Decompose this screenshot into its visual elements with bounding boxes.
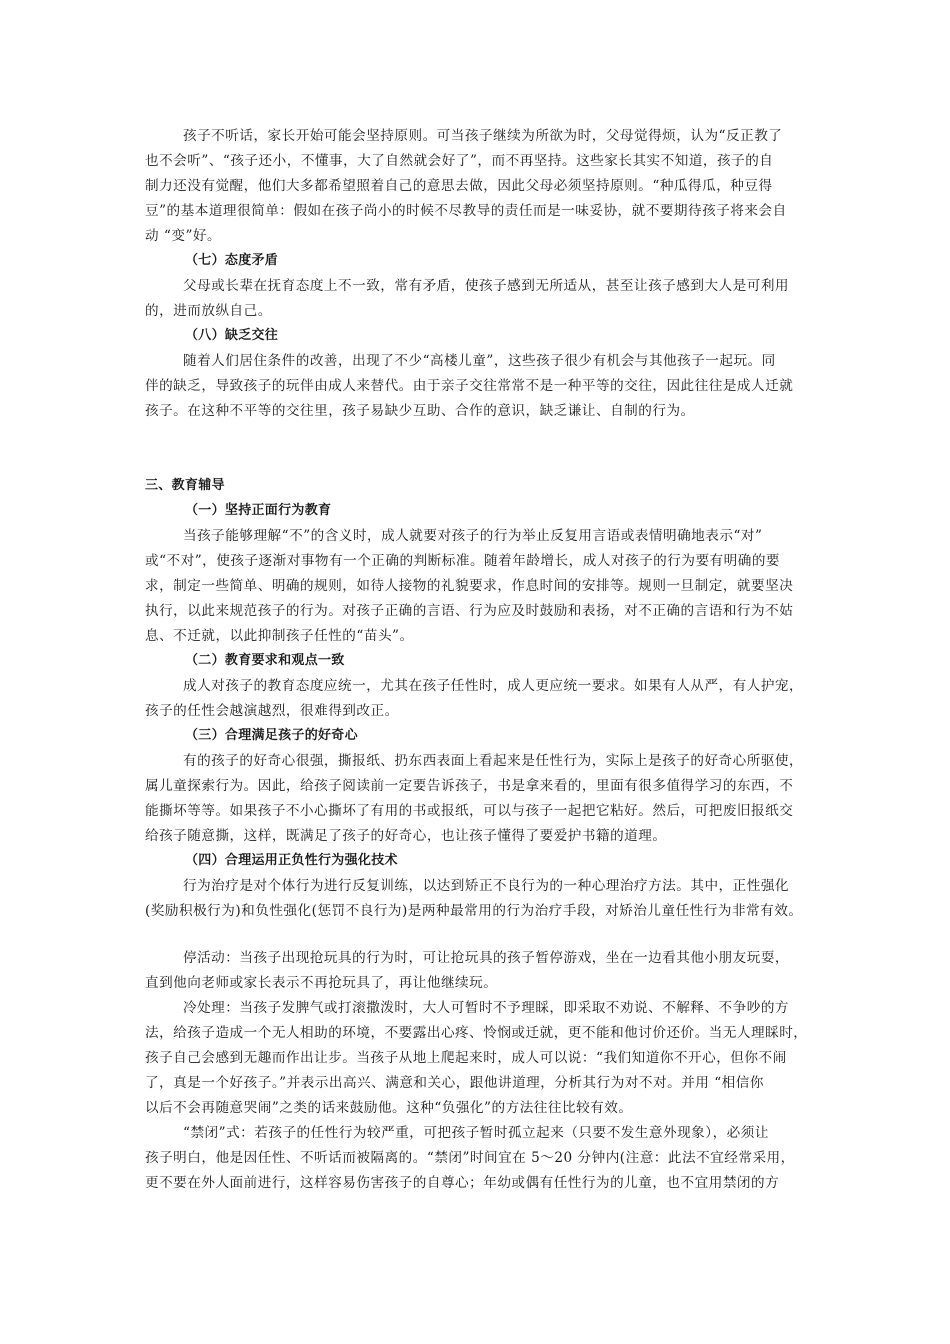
paragraph-line: 冷处理：当孩子发脾气或打滚撒泼时，大人可暂时不予理睬，即采取不劝说、不解释、不争吵的方 — [183, 1000, 790, 1016]
section-heading: 三、教育辅导 — [145, 478, 225, 493]
paragraph-line: 停活动：当孩子出现抢玩具的行为时，可让抢玩具的孩子暂停游戏，坐在一边看其他小朋友玩耍， — [183, 950, 790, 966]
paragraph-line: 求，制定一些简单、明确的规则，如待人接物的礼貌要求，作息时间的安排等。规则一旦制定，就要坚决 — [145, 578, 794, 594]
paragraph-line: (奖励积极行为)和负性强化(惩罚不良行为)是两种最常用的行为治疗手段，对矫治儿童任性行为非常有效。 — [145, 903, 803, 919]
paragraph-line: 法，给孩子造成一个无人相助的环境，不要露出心疼、怜悯或迁就，更不能和他讨价还价。当无人理睬时， — [145, 1025, 808, 1041]
paragraph-line: 属儿童探索行为。因此，给孩子阅读前一定要告诉孩子，书是拿来看的，里面有很多值得学习的东西，不 — [145, 778, 794, 794]
paragraph-line: 直到他向老师或家长表示不再抢玩具了，再让他继续玩。 — [145, 975, 498, 991]
paragraph-line: 豆”的基本道理很简单：假如在孩子尚小的时候不尽教导的责任而是一味妥协，就不要期待孩子将来会自 — [145, 203, 787, 219]
paragraph-line: 孩子的任性会越演越烈，很难得到改正。 — [145, 703, 399, 719]
paragraph-line: 息、不迁就，以此抑制孩子任性的“苗头”。 — [145, 628, 414, 644]
paragraph-line: 动 “变”好。 — [145, 228, 222, 244]
paragraph-line: 行为治疗是对个体行为进行反复训练，以达到矫正不良行为的一种心理治疗方法。其中，正性强化 — [183, 878, 790, 894]
paragraph-line: 当孩子能够理解“不”的含义时，成人就要对孩子的行为举止反复用言语或表情明确地表示“对” — [183, 528, 763, 544]
paragraph-line: 随着人们居住条件的改善，出现了不少“高楼儿童”，这些孩子很少有机会与其他孩子一起玩。同 — [183, 353, 776, 369]
paragraph-line: 了，真是一个好孩子。”并表示出高兴、满意和关心，跟他讲道理，分析其行为对不对。并用 “相信你 — [145, 1075, 764, 1091]
paragraph-line: 制力还没有觉醒，他们大多都希望照着自己的意思去做，因此父母必须坚持原则。“种瓜得瓜，种豆得 — [145, 178, 773, 194]
paragraph-line: 给孩子随意撕，这样，既满足了孩子的好奇心，也让孩子懂得了要爱护书籍的道理。 — [145, 828, 667, 844]
section-heading: （一）坚持正面行为教育 — [185, 503, 332, 518]
section-heading: （四）合理运用正负性行为强化技术 — [185, 853, 398, 868]
paragraph-line: 父母或长辈在抚育态度上不一致，常有矛盾，使孩子感到无所适从，甚至让孩子感到大人是可利用 — [183, 278, 790, 294]
paragraph-line: 更不要在外人面前进行，这样容易伤害孩子的自尊心；年幼或偶有任性行为的儿童，也不宜用禁闭的方 — [145, 1175, 780, 1191]
paragraph-line: 以后不会再随意哭闹”之类的话来鼓励他。这种“负强化”的方法往往比较有效。 — [145, 1100, 633, 1116]
paragraph-line: 或“不对”，使孩子逐渐对事物有一个正确的判断标准。随着年龄增长，成人对孩子的行为要有明确的要 — [145, 553, 781, 569]
paragraph-line: 有的孩子的好奇心很强，撕报纸、扔东西表面上看起来是任性行为，实际上是孩子的好奇心所驱使， — [183, 753, 804, 769]
paragraph-line: 的，进而放纵自己。 — [145, 303, 272, 319]
section-heading: （七）态度矛盾 — [185, 253, 279, 268]
section-heading: （八）缺乏交往 — [185, 328, 279, 343]
paragraph-line: 成人对孩子的教育态度应统一，尤其在孩子任性时，成人更应统一要求。如果有人从严，有人护宠， — [183, 678, 804, 694]
paragraph-line: 执行，以此来规范孩子的行为。对孩子正确的言语、行为应及时鼓励和表扬，对不正确的言语和行为不姑 — [145, 603, 794, 619]
paragraph-line: 也不会听”、“孩子还小，不懂事，大了自然就会好了”，而不再坚持。这些家长其实不知道，孩子的自 — [145, 153, 774, 169]
paragraph-line: 孩子自己会感到无趣而作出让步。当孩子从地上爬起来时，成人可以说：“我们知道你不开心，但你不闹 — [145, 1050, 787, 1066]
section-heading: （三）合理满足孩子的好奇心 — [185, 728, 358, 743]
paragraph-line: 孩子。在这种不平等的交往里，孩子易缺少互助、合作的意识，缺乏谦让、自制的行为。 — [145, 403, 695, 419]
section-heading: （二）教育要求和观点一致 — [185, 653, 345, 668]
paragraph-line: 能撕坏等等。如果孩子不小心撕坏了有用的书或报纸，可以与孩子一起把它粘好。然后，可把废旧报纸交 — [145, 803, 794, 819]
paragraph-line: “禁闭”式：若孩子的任性行为较严重，可把孩子暂时孤立起来（只要不发生意外现象），必须让 — [183, 1125, 769, 1141]
paragraph-line: 孩子明白，他是因任性、不听话而被隔离的。“禁闭”时间宜在 5～20 分钟内(注意：此法不宜经常采用， — [145, 1150, 795, 1166]
paragraph-line: 伴的缺乏，导致孩子的玩伴由成人来替代。由于亲子交往常常不是一种平等的交往，因此往往是成人迁就 — [145, 378, 794, 394]
paragraph-line: 孩子不听话，家长开始可能会坚持原则。可当孩子继续为所欲为时，父母觉得烦，认为“反正教了 — [183, 128, 783, 144]
